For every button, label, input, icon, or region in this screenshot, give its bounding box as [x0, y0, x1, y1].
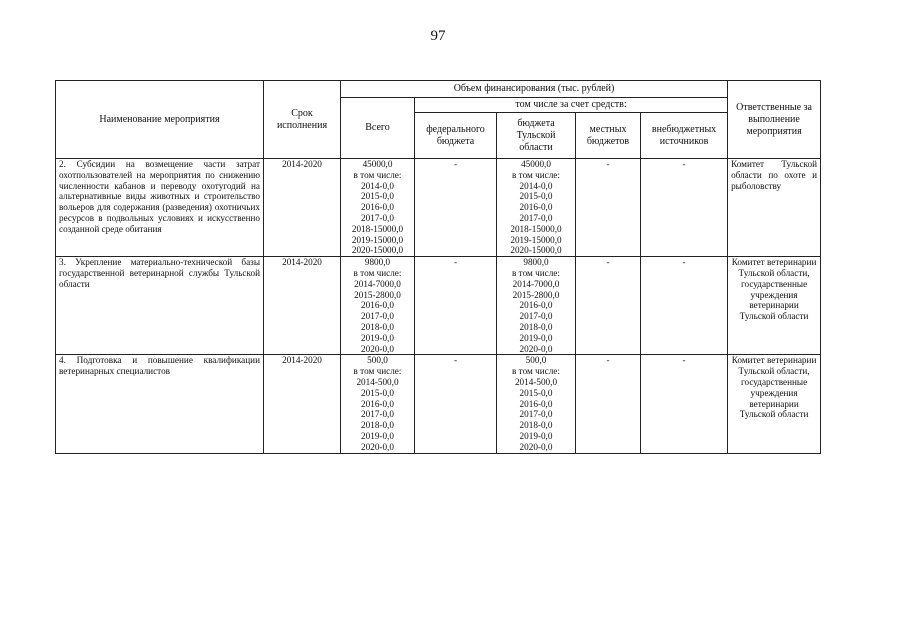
total-line: 2014-0,0: [361, 180, 394, 191]
extra-value: -: [641, 257, 728, 355]
measure-name: 2. Субсидии на возмещение части затрат охотпользователей на мероприятия по снижению численности кабанов и переводу охотугодий на альтернативные виды животных и строительство вольеров для содержания (разведения) охотничьих ресурсов в подвольных условиях и искусственно созданной среде обитания: [56, 159, 264, 257]
total-line: 2015-0,0: [361, 191, 394, 202]
federal-value: -: [415, 257, 497, 355]
header-regional: бюджета Тульской области: [497, 113, 576, 159]
header-extra: внебюджетных источников: [641, 113, 728, 159]
regional-line: 2017-0,0: [519, 409, 553, 420]
header-name: Наименование мероприятия: [56, 81, 264, 159]
total-line: 2018-15000,0: [351, 223, 404, 234]
total-line: 2018-0,0: [361, 321, 394, 332]
funding-table: [55, 80, 821, 454]
total-line: 9800,0: [364, 257, 391, 268]
local-value: -: [576, 355, 641, 453]
total-breakdown: [341, 257, 415, 355]
regional-line: 2016-0,0: [519, 300, 553, 311]
local-value: -: [576, 257, 641, 355]
regional-line: в том числе:: [512, 267, 560, 278]
regional-line: 2016-0,0: [519, 398, 553, 409]
regional-line: 2019-0,0: [519, 332, 553, 343]
measure-period: 2014-2020: [264, 159, 341, 257]
regional-line: 2015-0,0: [519, 191, 553, 202]
measure-name: 3. Укрепление материально-технической базы государственной ветеринарной службы Тульской области: [56, 257, 264, 355]
total-line: 2017-0,0: [361, 409, 394, 420]
total-line: 2020-0,0: [361, 343, 394, 354]
regional-line: 2017-0,0: [519, 212, 553, 223]
header-total: Всего: [341, 98, 415, 159]
header-responsible: Ответственные за выполнение мероприятия: [728, 81, 821, 159]
regional-breakdown: [497, 257, 576, 355]
total-breakdown: [341, 159, 415, 257]
total-breakdown: [341, 355, 415, 453]
regional-line: 45000,0: [521, 159, 551, 169]
regional-line: 9800,0: [523, 257, 549, 268]
regional-breakdown: [497, 355, 576, 453]
table-row: [56, 159, 821, 257]
total-line: 2018-0,0: [361, 420, 394, 431]
regional-line: 2019-15000,0: [510, 234, 562, 245]
regional-line: 2017-0,0: [519, 311, 553, 322]
regional-line: 500,0: [525, 355, 547, 366]
table-row: [56, 355, 821, 453]
regional-line: 2018-0,0: [519, 321, 553, 332]
regional-line: 2014-500,0: [514, 376, 558, 387]
header-local: местных бюджетов: [576, 113, 641, 159]
total-line: 2020-0,0: [361, 441, 394, 452]
total-line: 2019-0,0: [361, 332, 394, 343]
regional-line: 2016-0,0: [519, 202, 553, 213]
local-value: -: [576, 159, 641, 257]
measure-period: 2014-2020: [264, 355, 341, 453]
total-line: 2017-0,0: [361, 311, 394, 322]
regional-line: 2014-0,0: [519, 180, 553, 191]
table-row: [56, 257, 821, 355]
responsible-body: Комитет ветеринарии Тульской области, государственные учреждения ветеринарии Тульской области: [728, 257, 821, 355]
regional-line: 2014-7000,0: [512, 278, 560, 289]
header-period: Срок исполнения: [264, 81, 341, 159]
total-line: в том числе:: [353, 267, 402, 278]
regional-line: 2020-15000,0: [510, 245, 562, 256]
regional-line: 2020-0,0: [519, 343, 553, 354]
total-line: 2016-0,0: [361, 398, 394, 409]
regional-line: 2015-0,0: [519, 387, 553, 398]
federal-value: -: [415, 355, 497, 453]
total-line: 45000,0: [362, 159, 393, 169]
total-line: 2020-15000,0: [351, 245, 404, 256]
total-line: 2017-0,0: [361, 212, 394, 223]
header-including: том числе за счет средств:: [415, 98, 728, 113]
regional-line: 2020-0,0: [519, 441, 553, 452]
regional-line: 2018-0,0: [519, 420, 553, 431]
regional-breakdown: [497, 159, 576, 257]
total-line: 2015-2800,0: [354, 289, 401, 300]
header-federal: федерального бюджета: [415, 113, 497, 159]
total-line: 2016-0,0: [361, 300, 394, 311]
header-funding: Объем финансирования (тыс. рублей): [341, 81, 728, 98]
regional-line: в том числе:: [512, 169, 560, 180]
extra-value: -: [641, 159, 728, 257]
total-line: 2019-0,0: [361, 430, 394, 441]
total-line: 2014-500,0: [356, 376, 399, 387]
total-line: 500,0: [367, 355, 388, 366]
page-number: 97: [430, 28, 446, 44]
regional-line: 2015-2800,0: [512, 289, 560, 300]
table-header: [56, 81, 821, 159]
regional-line: в том числе:: [512, 366, 560, 377]
regional-line: 2019-0,0: [519, 430, 553, 441]
total-line: 2015-0,0: [361, 387, 394, 398]
measure-name: 4. Подготовка и повышение квалификации ветеринарных специалистов: [56, 355, 264, 453]
measure-period: 2014-2020: [264, 257, 341, 355]
total-line: 2014-7000,0: [354, 278, 401, 289]
total-line: 2016-0,0: [361, 202, 394, 213]
responsible-body: Комитет Тульской области по охоте и рыболовству: [728, 159, 821, 257]
total-line: в том числе:: [353, 169, 402, 180]
extra-value: -: [641, 355, 728, 453]
federal-value: -: [415, 159, 497, 257]
responsible-body: Комитет ветеринарии Тульской области, государственные учреждения ветеринарии Тульской области: [728, 355, 821, 453]
regional-line: 2018-15000,0: [510, 223, 562, 234]
total-line: 2019-15000,0: [351, 234, 404, 245]
total-line: в том числе:: [353, 366, 402, 377]
